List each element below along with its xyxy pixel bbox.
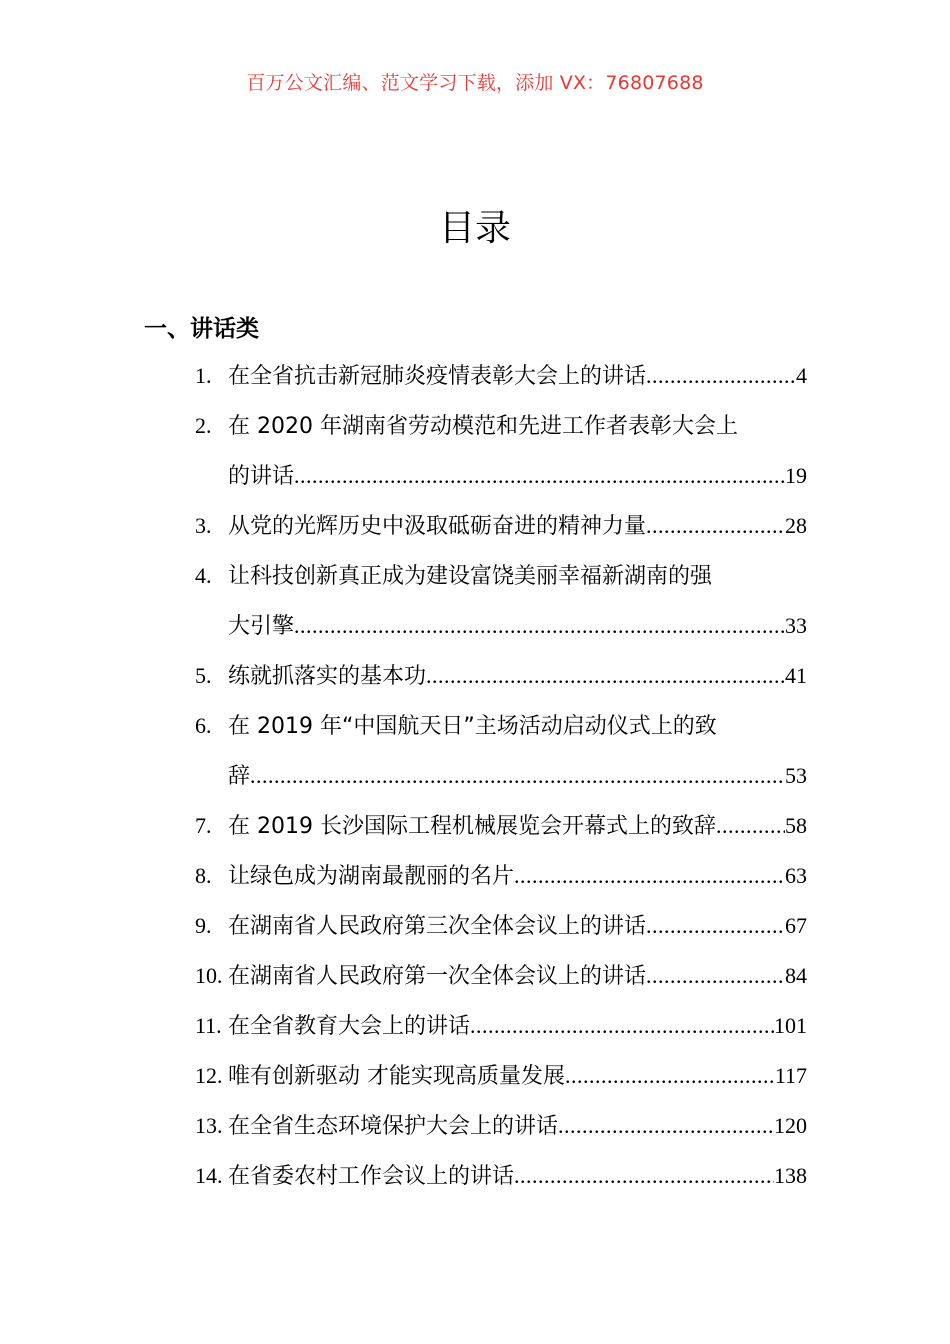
toc-entry-title: 在 2020 年湖南省劳动模范和先进工作者表彰大会上 <box>228 414 738 439</box>
dot-leader <box>716 801 785 851</box>
toc-line <box>195 901 807 951</box>
toc-line <box>195 601 807 651</box>
toc-page-number: 117 <box>774 1063 807 1088</box>
toc-entry[interactable] <box>195 351 807 401</box>
toc-entry[interactable] <box>195 851 807 901</box>
toc-number: 6. <box>195 713 212 738</box>
toc-entry-title: 在湖南省人民政府第一次全体会议上的讲话 <box>228 964 647 989</box>
toc-number: 2. <box>195 413 212 438</box>
toc-number: 11. <box>195 1013 222 1038</box>
toc-entry[interactable] <box>195 551 807 651</box>
toc-entry-title: 的讲话 <box>228 464 295 489</box>
toc-line <box>195 651 807 701</box>
toc-page-number: 19 <box>785 463 807 488</box>
toc-entry-title: 练就抓落实的基本功 <box>228 664 427 689</box>
toc-line <box>195 351 807 401</box>
dot-leader <box>250 751 785 801</box>
toc-line <box>195 501 807 551</box>
toc-page-number: 120 <box>774 1113 807 1138</box>
toc-entry-title: 从党的光辉历史中汲取砥砺奋进的精神力量 <box>228 514 647 539</box>
toc-number: 14. <box>195 1163 223 1188</box>
toc-page-number: 58 <box>785 813 807 838</box>
dot-leader <box>646 901 785 951</box>
toc-entry-title: 让绿色成为湖南最靓丽的名片 <box>228 864 515 889</box>
toc-page-number: 53 <box>785 763 807 788</box>
toc-line <box>195 701 807 751</box>
toc-line <box>195 751 807 801</box>
toc-page-number: 67 <box>785 913 807 938</box>
document-title: 目录 <box>438 208 511 249</box>
toc-number: 5. <box>195 663 212 688</box>
toc-page-number: 138 <box>774 1163 807 1188</box>
toc-entry-title: 在 2019 年“中国航天日”主场活动启动仪式上的致 <box>228 714 717 739</box>
dot-leader <box>470 1001 774 1051</box>
dot-leader <box>646 501 785 551</box>
table-of-contents <box>195 351 807 1201</box>
dot-leader <box>514 1151 774 1201</box>
toc-entry[interactable] <box>195 401 807 501</box>
toc-number: 13. <box>195 1113 223 1138</box>
toc-entry-title: 在全省教育大会上的讲话 <box>228 1014 471 1039</box>
toc-line <box>195 851 807 901</box>
toc-entry[interactable] <box>195 951 807 1001</box>
toc-page-number: 4 <box>796 363 807 388</box>
dot-leader <box>514 851 785 901</box>
toc-entry[interactable] <box>195 801 807 851</box>
dot-leader <box>558 1101 774 1151</box>
toc-entry[interactable] <box>195 501 807 551</box>
toc-entry[interactable] <box>195 701 807 801</box>
toc-line <box>195 551 807 601</box>
dot-leader <box>646 951 785 1001</box>
dot-leader <box>294 451 785 501</box>
toc-number: 4. <box>195 563 212 588</box>
toc-entry-title: 在全省抗击新冠肺炎疫情表彰大会上的讲话 <box>228 364 647 389</box>
header-note: 百万公文汇编、范文学习下载，添加 VX：76807688 <box>246 72 704 94</box>
section-heading: 一、讲话类 <box>144 316 259 342</box>
toc-entry-title: 在全省生态环境保护大会上的讲话 <box>228 1114 559 1139</box>
toc-number: 3. <box>195 513 212 538</box>
toc-number: 8. <box>195 863 212 888</box>
toc-page-number: 101 <box>774 1013 807 1038</box>
toc-entry[interactable] <box>195 1151 807 1201</box>
toc-line <box>195 1001 807 1051</box>
toc-page-number: 84 <box>785 963 807 988</box>
toc-entry-title: 在湖南省人民政府第三次全体会议上的讲话 <box>228 914 647 939</box>
toc-line <box>195 1101 807 1151</box>
toc-number: 12. <box>195 1063 223 1088</box>
toc-page-number: 63 <box>785 863 807 888</box>
toc-line <box>195 1151 807 1201</box>
toc-entry-title: 在 2019 长沙国际工程机械展览会开幕式上的致辞 <box>228 814 716 839</box>
toc-entry-title: 大引擎 <box>228 614 295 639</box>
toc-line <box>195 401 807 451</box>
toc-entry-title: 让科技创新真正成为建设富饶美丽幸福新湖南的强 <box>228 564 713 589</box>
toc-line <box>195 1051 807 1101</box>
toc-entry-title: 辞 <box>228 764 251 789</box>
toc-number: 7. <box>195 813 212 838</box>
toc-number: 1. <box>195 363 212 388</box>
dot-leader <box>565 1051 775 1101</box>
toc-line <box>195 801 807 851</box>
toc-entry[interactable] <box>195 901 807 951</box>
toc-number: 10. <box>195 963 223 988</box>
toc-entry[interactable] <box>195 1001 807 1051</box>
toc-line <box>195 451 807 501</box>
toc-page-number: 33 <box>785 613 807 638</box>
toc-entry[interactable] <box>195 651 807 701</box>
dot-leader <box>294 601 785 651</box>
dot-leader <box>646 351 796 401</box>
toc-entry[interactable] <box>195 1051 807 1101</box>
toc-entry-title: 在省委农村工作会议上的讲话 <box>228 1164 515 1189</box>
toc-line <box>195 951 807 1001</box>
toc-page-number: 41 <box>785 663 807 688</box>
toc-entry-title: 唯有创新驱动 才能实现高质量发展 <box>228 1064 565 1089</box>
toc-entry[interactable] <box>195 1101 807 1151</box>
dot-leader <box>426 651 785 701</box>
toc-number: 9. <box>195 913 212 938</box>
toc-page-number: 28 <box>785 513 807 538</box>
